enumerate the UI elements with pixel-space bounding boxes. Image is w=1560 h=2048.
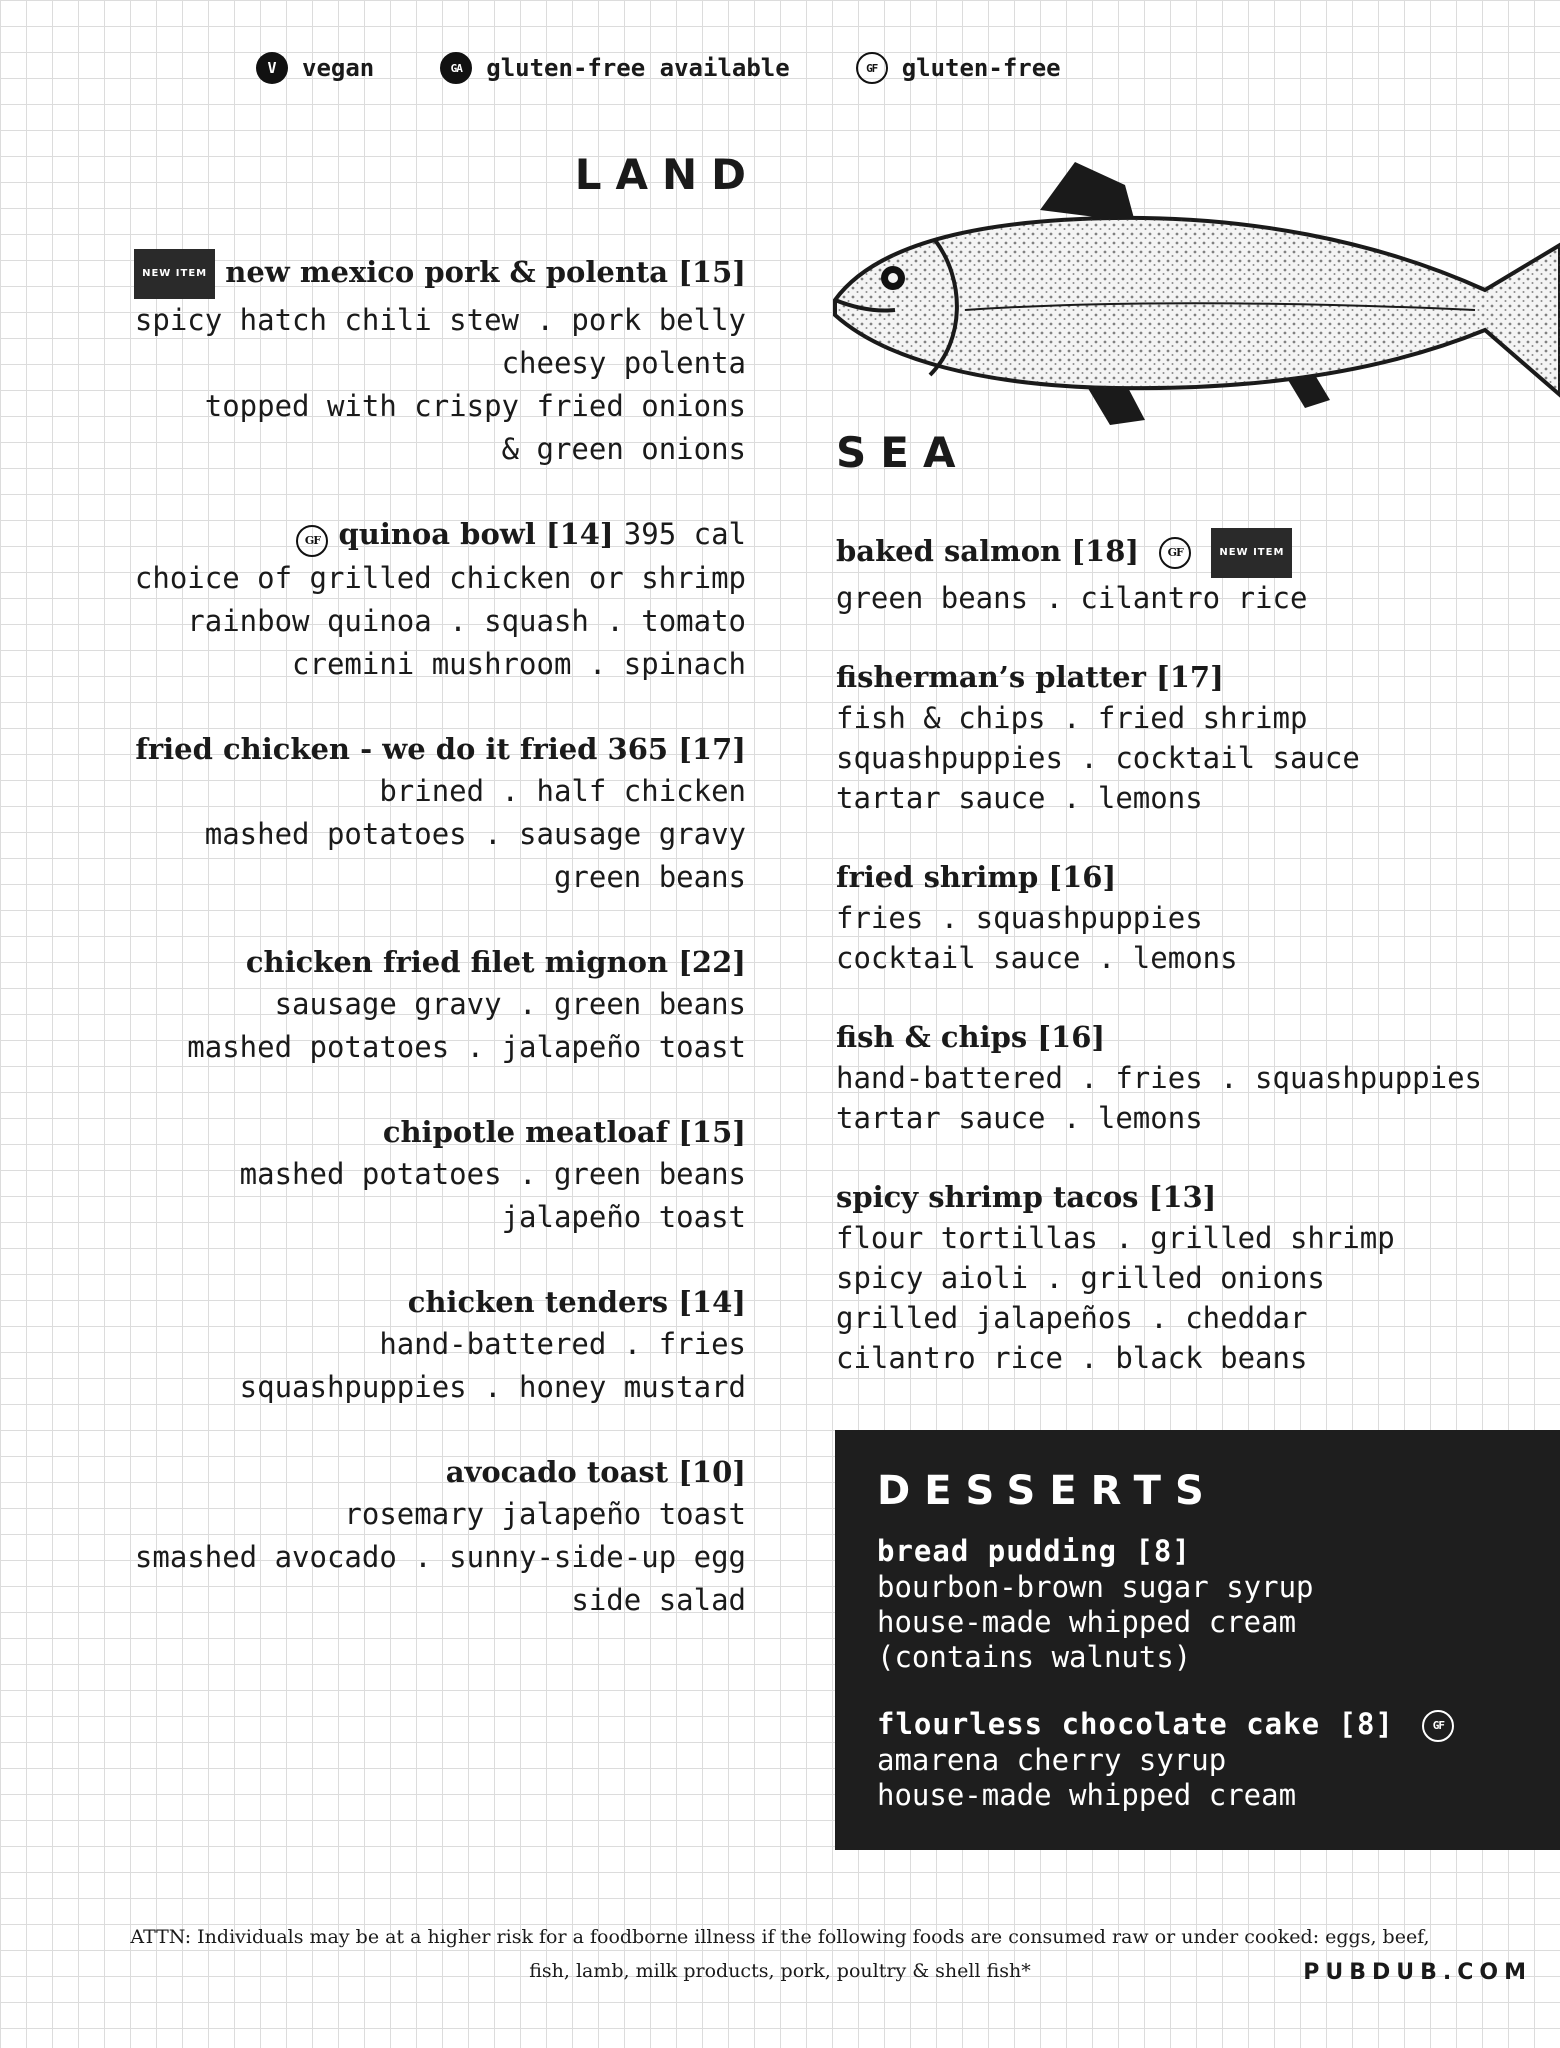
item-title: chicken fried filet mignon [22]: [245, 945, 746, 979]
item-description: green beans . cilantro rice: [836, 581, 1308, 615]
item-title: avocado toast [10]: [445, 1455, 746, 1489]
item-name: [90, 513, 746, 557]
allergy-notice: ATTN: Individuals may be at a higher risk for a foodborne illness if the following foods are consumed raw or under cooked: eggs, beef, fish, lamb, milk products, pork, poultry & shell fish*: [130, 1926, 1430, 1982]
item-description: hand-battered . fries . squashpuppies tartar sauce . lemons: [836, 1061, 1483, 1135]
menu-item: [836, 528, 1476, 618]
gluten-free-icon: GF: [1422, 1710, 1454, 1742]
item-description: sausage gravy . green beans mashed potatoes . jalapeño toast: [187, 987, 746, 1064]
gluten-free-icon: GF: [296, 525, 328, 557]
item-title: fish & chips [16]: [836, 1020, 1106, 1054]
menu-item: [877, 1532, 1560, 1675]
item-title: new mexico pork & polenta [15]: [225, 255, 746, 289]
menu-item: [90, 513, 746, 686]
menu-item: [836, 1016, 1483, 1138]
item-calories: 395 cal: [623, 517, 746, 551]
new-item-tag: NEW ITEM: [134, 249, 215, 299]
gluten-free-icon: GF: [1159, 537, 1191, 569]
item-description: fries . squashpuppies cocktail sauce . lemons: [836, 901, 1238, 975]
desserts-title: DESSERTS: [877, 1468, 1218, 1514]
sea-section: [836, 528, 1483, 1416]
sea-title: SEA: [836, 428, 970, 477]
item-title: flourless chocolate cake [8]: [877, 1707, 1394, 1741]
land-section: [90, 150, 760, 1664]
item-description: rosemary jalapeño toast smashed avocado . sunny-side-up egg side salad: [134, 1497, 746, 1617]
menu-item: [90, 728, 746, 899]
item-title: chipotle meatloaf [15]: [382, 1115, 746, 1149]
dietary-legend: [256, 52, 1127, 84]
legend-vegan: [256, 52, 374, 84]
website-link[interactable]: PUBDUB.COM: [1303, 1960, 1532, 1985]
item-description: choice of grilled chicken or shrimp rainbow quinoa . squash . tomato cremini mushroom . spinach: [134, 561, 746, 681]
desserts-panel: [835, 1430, 1560, 1850]
menu-item: [90, 1451, 746, 1622]
menu-item: [90, 249, 746, 471]
menu-item: [90, 1281, 746, 1409]
menu-item: [877, 1705, 1560, 1813]
menu-item: [836, 856, 1476, 978]
legend-label: vegan: [302, 54, 375, 82]
item-title: spicy shrimp tacos [13]: [836, 1180, 1217, 1214]
legend-label: gluten-free available: [486, 54, 790, 82]
item-name: [90, 249, 746, 299]
item-description: fish & chips . fried shrimp squashpuppies . cocktail sauce tartar sauce . lemons: [836, 701, 1360, 815]
item-description: amarena cherry syrup house-made whipped cream: [877, 1743, 1297, 1812]
gluten-free-icon: GF: [856, 52, 888, 84]
vegan-icon: V: [256, 52, 288, 84]
item-title: baked salmon [18]: [836, 534, 1140, 568]
item-title: fisherman’s platter [17]: [836, 660, 1224, 694]
item-title: bread pudding [8]: [877, 1534, 1191, 1568]
menu-item: [90, 1111, 746, 1239]
menu-item: [836, 1176, 1476, 1378]
item-title: fried shrimp [16]: [836, 860, 1117, 894]
land-title: LAND: [574, 150, 760, 199]
item-description: bourbon-brown sugar syrup house-made whipped cream (contains walnuts): [877, 1570, 1314, 1674]
item-description: brined . half chicken mashed potatoes . sausage gravy green beans: [204, 774, 746, 894]
item-description: spicy hatch chili stew . pork belly cheesy polenta topped with crispy fried onions & green onions: [134, 303, 746, 466]
item-name: [877, 1705, 1560, 1743]
legend-label: gluten-free: [901, 54, 1061, 82]
item-title: fried chicken - we do it fried 365 [17]: [135, 732, 746, 766]
item-description: hand-battered . fries squashpuppies . honey mustard: [239, 1327, 746, 1404]
item-title: chicken tenders [14]: [407, 1285, 746, 1319]
legend-gluten-free-available: [440, 52, 789, 84]
legend-gluten-free: [856, 52, 1061, 84]
item-title: quinoa bowl [14]: [338, 517, 614, 551]
gluten-free-available-icon: GA: [440, 52, 472, 84]
menu-item: [90, 941, 746, 1069]
item-name: [836, 528, 1476, 578]
item-description: mashed potatoes . green beans jalapeño toast: [239, 1157, 746, 1234]
menu-item: [836, 656, 1476, 818]
salmon-illustration: [815, 150, 1560, 440]
item-description: flour tortillas . grilled shrimp spicy aioli . grilled onions grilled jalapeños . cheddar cilantro rice . black beans: [836, 1221, 1395, 1375]
new-item-tag: NEW ITEM: [1211, 528, 1292, 578]
